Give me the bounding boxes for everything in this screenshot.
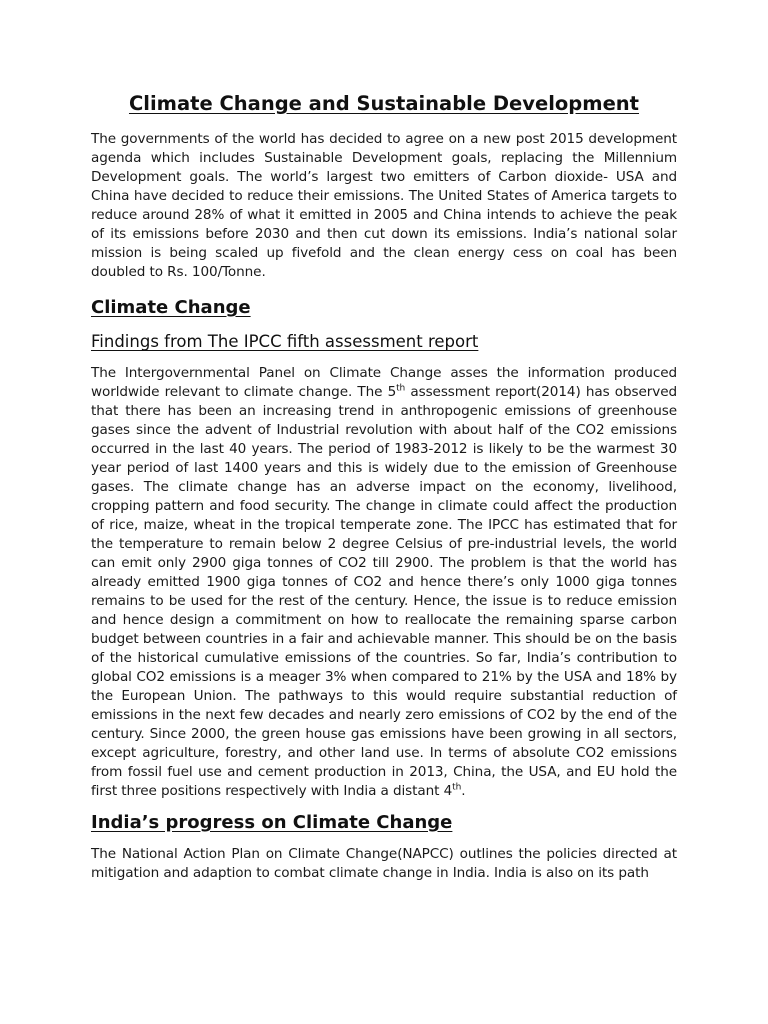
india-progress-paragraph: The National Action Plan on Climate Change(NAPCC) outlines the policies directed at mitigation and adaption to combat climate change in India. India is also on its path — [91, 846, 677, 881]
document-title: Climate Change and Sustainable Development — [128, 92, 640, 115]
subheading-ipcc-findings: Findings from The IPCC fifth assessment report — [91, 332, 479, 351]
section-heading-climate-change: Climate Change — [91, 297, 251, 318]
document-page — [91, 90, 677, 883]
ipcc-findings-paragraph — [91, 364, 677, 801]
ordinal-superscript: th — [396, 383, 406, 394]
intro-paragraph: The governments of the world has decided to agree on a new post 2015 development agenda which includes Sustainable Development goals, replacing the Millennium Development goals. The world’s largest two emitters of Carbon dioxide- USA and China have decided to reduce their emissions. The United States of America targets to reduce around 28% of what it emitted in 2005 and China intends to achieve the peak of its emissions before 2030 and then cut down its emissions. India’s national solar mission is being scaled up fivefold and the clean energy cess on coal has been doubled to Rs. 100/Tonne. — [91, 131, 677, 280]
ipcc-text-part-1: The Intergovernmental Panel on Climate Change asses the information produced worldwide relevant to climate change. The 5 — [91, 365, 677, 400]
ipcc-text-part-3: . — [461, 783, 466, 799]
ordinal-superscript: th — [452, 782, 462, 793]
section-heading-india-progress: India’s progress on Climate Change — [91, 812, 453, 833]
ipcc-text-part-2: assessment report(2014) has observed that there has been an increasing trend in anthropogenic emissions of greenhouse gases since the advent of Industrial revolution with about half of the CO2 emissions occurred in the last 40 years. The period of 1983-2012 is likely to be the warmest 30 year period of last 1400 years and this is widely due to the emission of Greenhouse gases. The climate change has an adverse impact on the economy, livelihood, cropping pattern and food security. The change in climate could affect the production of rice, maize, wheat in the tropical temperate zone. The IPCC has estimated that for the temperature to remain below 2 degree Celsius of pre-industrial levels, the world can emit only 2900 giga tonnes of CO2 till 2900. The problem is that the world has already emitted 1900 giga tonnes of CO2 and hence there’s only 1000 giga tonnes remains to be used for the rest of the century. Hence, the issue is to reduce emission and hence design a commitment on how to reallocate the remaining sparse carbon budget between countries in a fair and achievable manner. This should be on the basis of the historical cumulative emissions of the countries. So far, India’s contribution to global CO2 emissions is a meager 3% when compared to 21% by the USA and 18% by the European Union. The pathways to this would require substantial reduction of emissions in the next few decades and nearly zero emissions of CO2 by the end of the century. Since 2000, the green house gas emissions have been growing in all sectors, except agriculture, forestry, and other land use. In terms of absolute CO2 emissions from fossil fuel use and cement production in 2013, China, the USA, and EU hold the first three positions respectively with India a distant 4 — [91, 384, 677, 799]
